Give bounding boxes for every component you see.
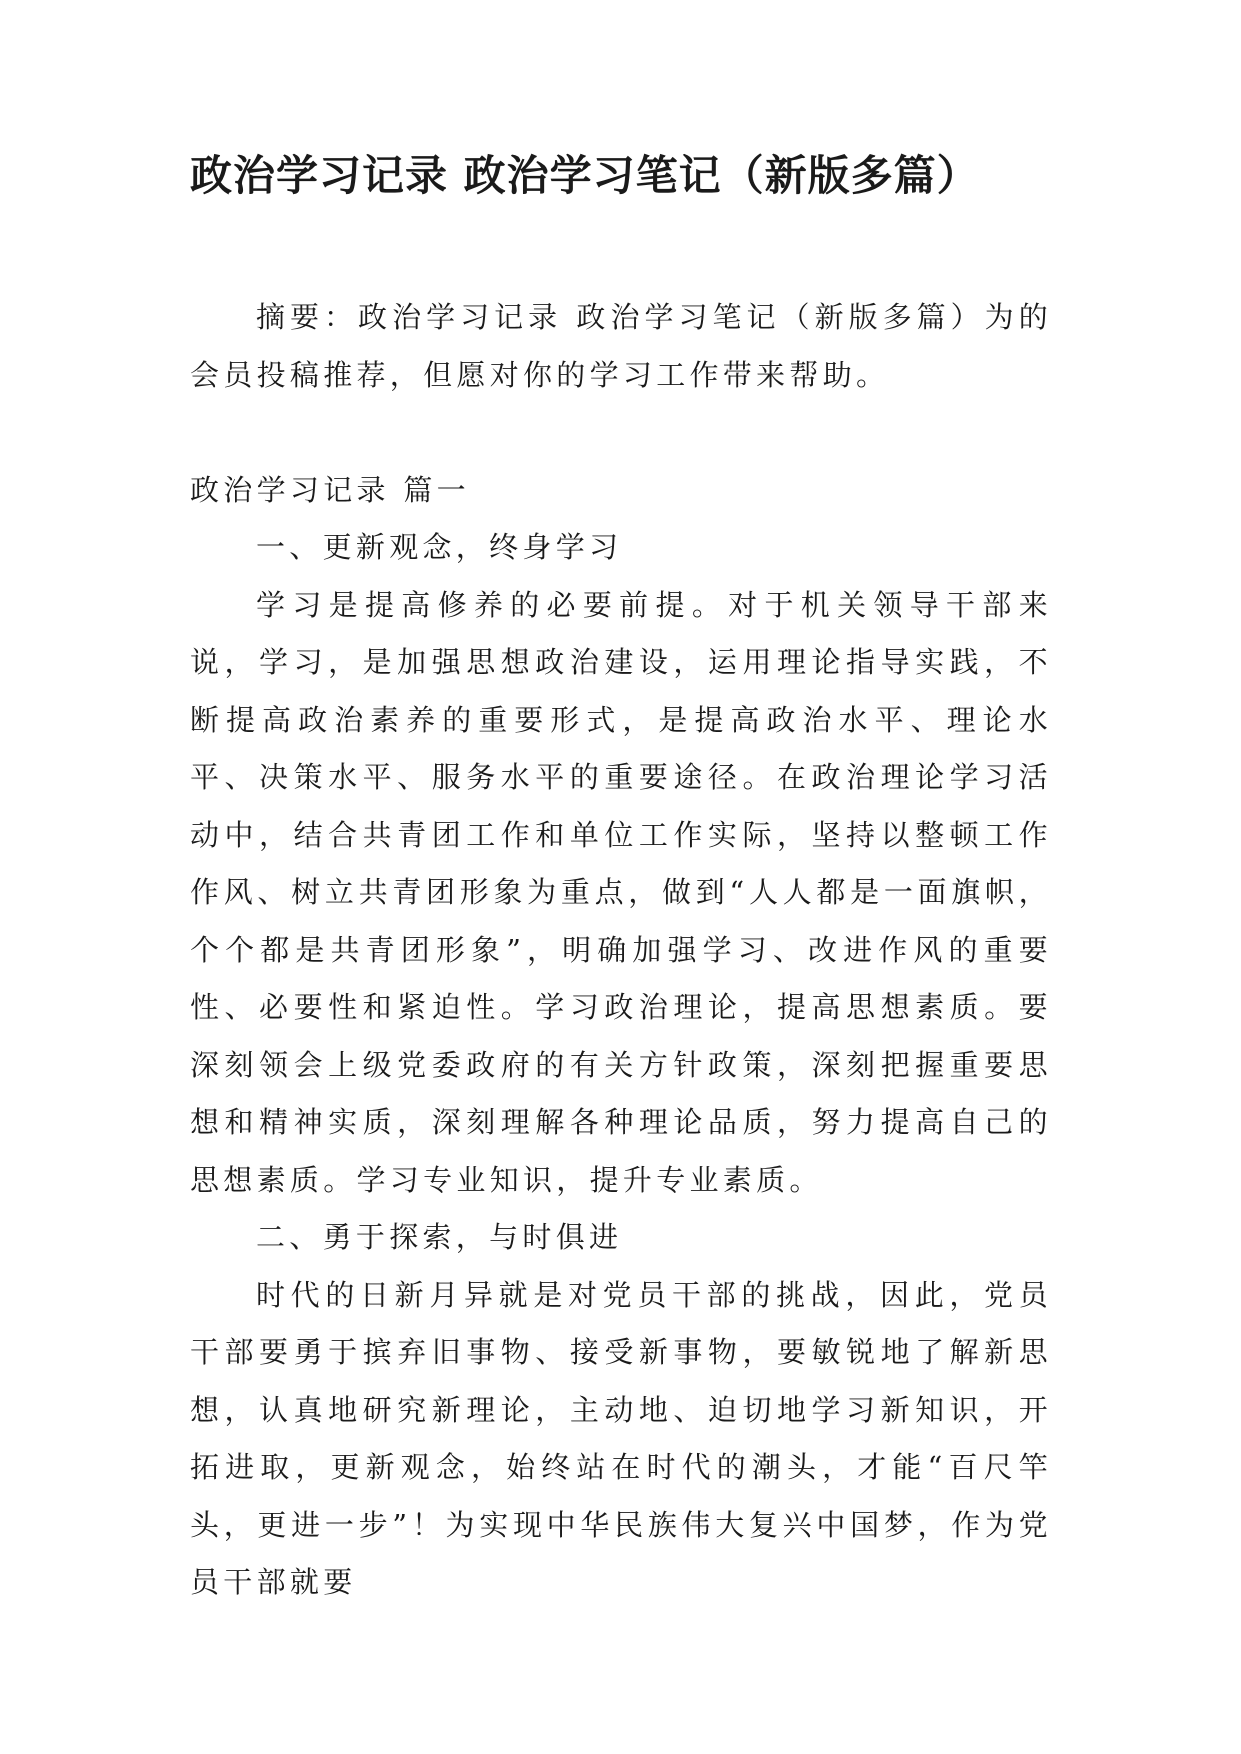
paragraph-2: 时代的日新月异就是对党员干部的挑战，因此，党员干部要勇于摈弃旧事物、接受新事物，要敏锐地了解新思想，认真地研究新理论，主动地、迫切地学习新知识，开拓进取，更新观念，始终站在时代的潮头，才能“百尺竿头，更进一步”！为实现中华民族伟大复兴中国梦，作为党员干部就要 bbox=[190, 1277, 1052, 1599]
abstract-paragraph: 摘要：政治学习记录 政治学习笔记（新版多篇）为的会员投稿推荐，但愿对你的学习工作带来帮助。 bbox=[190, 300, 1052, 392]
paragraph-1: 学习是提高修养的必要前提。对于机关领导干部来说，学习，是加强思想政治建设，运用理论指导实践，不断提高政治素养的重要形式，是提高政治水平、理论水平、决策水平、服务水平的重要途径。在政治理论学习活动中，结合共青团工作和单位工作实际，坚持以整顿工作作风、树立共青团形象为重点，做到“人人都是一面旗帜，个个都是共青团形象”，明确加强学习、改进作风的重要性、必要性和紧迫性。学习政治理论，提高思想素质。要深刻领会上级党委政府的有关方针政策，深刻把握重要思想和精神实质，深刻理解各种理论品质，努力提高自己的思想素质。学习专业知识，提升专业素质。 bbox=[190, 587, 1052, 1197]
heading-1: 一、更新观念，终身学习 bbox=[256, 530, 623, 564]
document-body bbox=[190, 289, 1052, 1612]
document-title: 政治学习记录 政治学习笔记（新版多篇） bbox=[190, 151, 980, 200]
section-title: 政治学习记录 篇一 bbox=[190, 472, 470, 507]
heading-2: 二、勇于探索，与时俱进 bbox=[256, 1220, 623, 1254]
blank-line bbox=[190, 404, 1052, 462]
